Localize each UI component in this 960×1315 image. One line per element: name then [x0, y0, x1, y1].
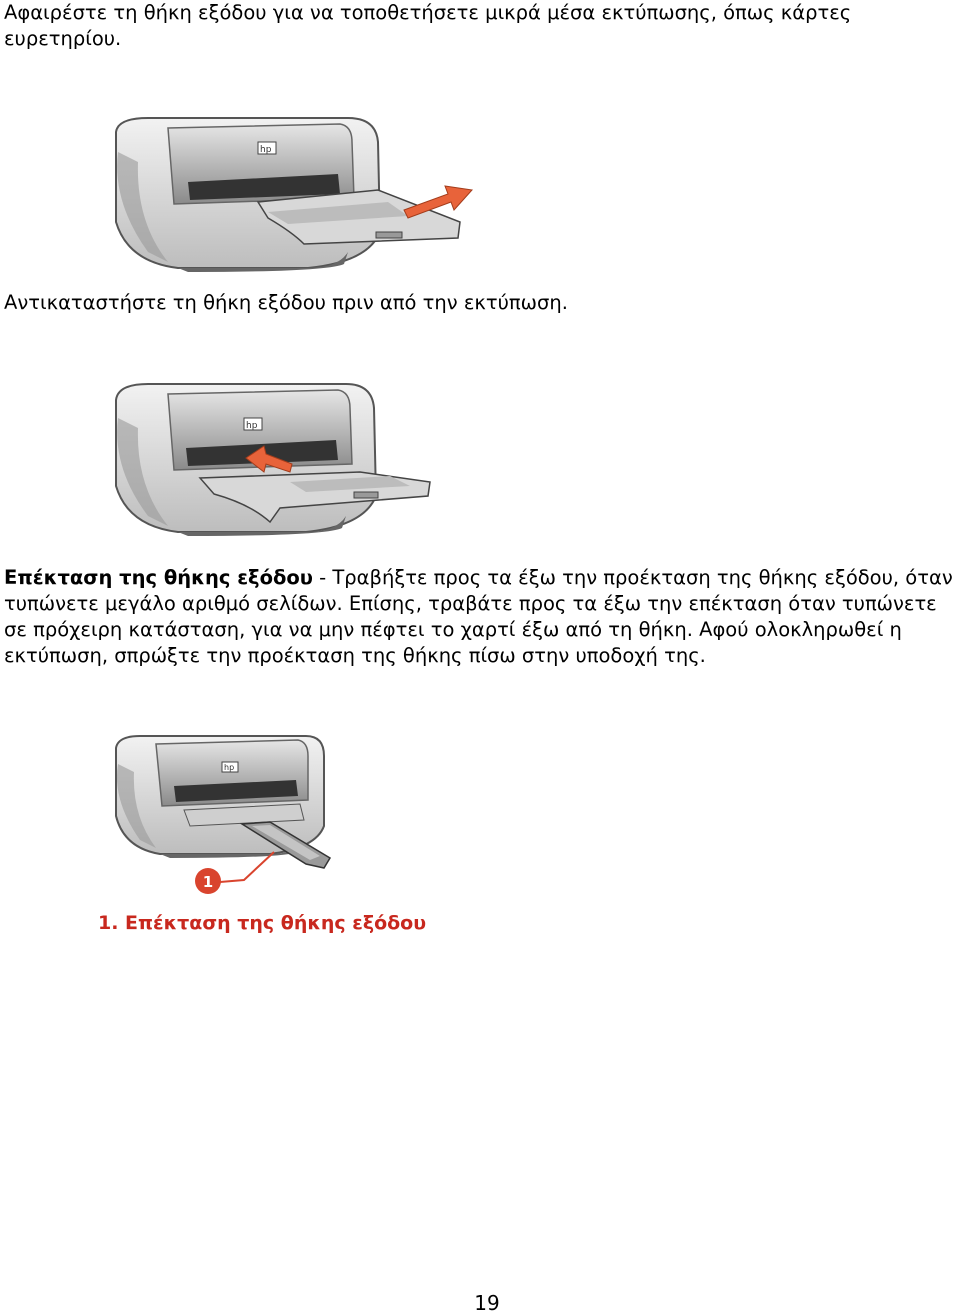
paragraph-replace-tray: Αντικαταστήστε τη θήκη εξόδου πριν από την εκτύπωση.	[4, 291, 568, 314]
callout-number: 1	[202, 873, 214, 891]
hp-logo: hp	[224, 763, 235, 772]
printer-illustration-tray-extension	[110, 730, 334, 898]
paragraph-tray-extension	[4, 565, 956, 669]
figure-caption: 1. Επέκταση της θήκης εξόδου	[98, 912, 427, 934]
printer-illustration-insert-tray	[110, 378, 456, 538]
page-number: 19	[474, 1291, 500, 1315]
hp-logo: hp	[246, 421, 258, 431]
hp-logo: hp	[260, 145, 272, 155]
printer-illustration-remove-tray	[108, 112, 480, 274]
tray-extension-term: Επέκταση της θήκης εξόδου	[4, 566, 313, 589]
tray-extension-description: - Τραβήξτε προς τα έξω την προέκταση της θήκης εξόδου, όταν τυπώνετε μεγάλο αριθμό σελίδων. Επίσης, τραβάτε προς τα έξω την επέκταση όταν τυπώνετε σε πρόχειρη κατάσταση, για να μην πέφτει το χαρτί έξω από τη θήκη. Αφού ολοκληρωθεί η εκτύπωση, σπρώξτε την προέκταση της θήκης πίσω στην υποδοχή της.	[4, 566, 953, 667]
paragraph-remove-tray: Αφαιρέστε τη θήκη εξόδου για να τοποθετήσετε μικρά μέσα εκτύπωσης, όπως κάρτες ευρετηρίου.	[4, 1, 852, 50]
